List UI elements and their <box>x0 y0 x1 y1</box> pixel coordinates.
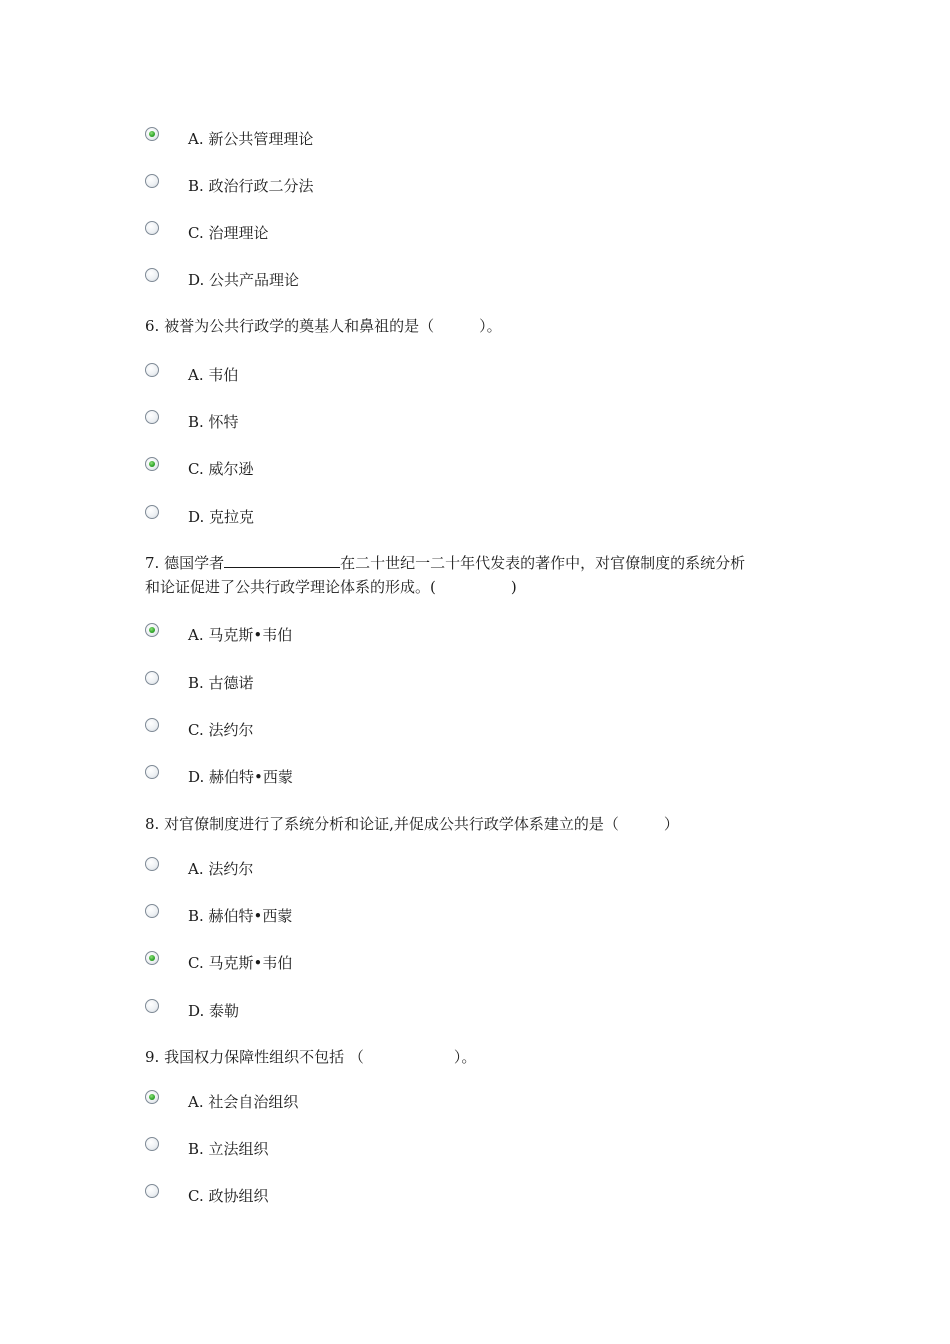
q7-option-d[interactable] <box>145 764 293 786</box>
q8-option-c-label: C. 马克斯•韦伯 <box>188 954 293 972</box>
q8-option-b-label: B. 赫伯特•西蒙 <box>188 907 293 925</box>
q8-option-d[interactable] <box>145 998 240 1020</box>
q5-option-c-label: C. 治理理论 <box>188 224 269 242</box>
q6-option-d[interactable] <box>145 504 255 526</box>
q7-text-before-blank: 7. 德国学者 <box>145 554 225 572</box>
q7-option-b-radio[interactable] <box>145 671 159 685</box>
q7-option-d-label: D. 赫伯特•西蒙 <box>188 768 293 786</box>
q6-option-b-radio[interactable] <box>145 410 159 424</box>
q5-option-d-radio[interactable] <box>145 268 159 282</box>
q7-option-c-label: C. 法约尔 <box>188 721 254 739</box>
q6-option-b-label: B. 怀特 <box>188 413 239 431</box>
q5-option-c-radio[interactable] <box>145 221 159 235</box>
q7-option-d-radio[interactable] <box>145 765 159 779</box>
q7-option-b[interactable] <box>145 670 254 692</box>
q6-text: 6. 被誉为公共行政学的奠基人和鼻祖的是（ ）。 <box>145 317 502 335</box>
q9-option-c-radio[interactable] <box>145 1184 159 1198</box>
q7-option-a[interactable] <box>145 622 293 644</box>
q9-option-a[interactable] <box>145 1089 299 1111</box>
q7-option-a-radio[interactable] <box>145 623 159 637</box>
q8-option-a-label: A. 法约尔 <box>188 860 254 878</box>
q6-option-c-radio[interactable] <box>145 457 159 471</box>
q9-option-c[interactable] <box>145 1183 269 1205</box>
q9-option-a-label: A. 社会自治组织 <box>188 1093 299 1111</box>
q8-option-d-label: D. 泰勒 <box>188 1002 240 1020</box>
q5-option-a-radio[interactable] <box>145 127 159 141</box>
q5-option-c[interactable] <box>145 220 269 242</box>
q8-option-a-radio[interactable] <box>145 857 159 871</box>
q7-text-line1 <box>145 551 745 575</box>
q9-option-b-radio[interactable] <box>145 1137 159 1151</box>
q7-option-b-label: B. 古德诺 <box>188 674 254 692</box>
q6-option-a-radio[interactable] <box>145 363 159 377</box>
q5-option-d-label: D. 公共产品理论 <box>188 271 300 289</box>
q6-option-a[interactable] <box>145 362 239 384</box>
q8-text: 8. 对官僚制度进行了系统分析和论证,并促成公共行政学体系建立的是（ ） <box>145 815 679 833</box>
q8-option-c-radio[interactable] <box>145 951 159 965</box>
q9-option-c-label: C. 政协组织 <box>188 1187 269 1205</box>
q5-option-b-label: B. 政治行政二分法 <box>188 177 314 195</box>
q5-option-b-radio[interactable] <box>145 174 159 188</box>
q6-option-d-label: D. 克拉克 <box>188 508 255 526</box>
q8-option-b[interactable] <box>145 903 293 925</box>
q8-option-b-radio[interactable] <box>145 904 159 918</box>
q9-option-b[interactable] <box>145 1136 269 1158</box>
q7-option-a-label: A. 马克斯•韦伯 <box>188 626 293 644</box>
q9-option-b-label: B. 立法组织 <box>188 1140 269 1158</box>
q6-option-b[interactable] <box>145 409 239 431</box>
q5-option-b[interactable] <box>145 173 314 195</box>
q6-option-c-label: C. 威尔逊 <box>188 460 254 478</box>
q9-text: 9. 我国权力保障性组织不包括 （ ）。 <box>145 1048 477 1066</box>
q7-answer-blank <box>224 551 340 568</box>
q5-option-d[interactable] <box>145 267 300 289</box>
q7-text-line2: 和论证促进了公共行政学理论体系的形成。( ) <box>145 578 517 596</box>
q8-option-d-radio[interactable] <box>145 999 159 1013</box>
q7-option-c-radio[interactable] <box>145 718 159 732</box>
q8-option-a[interactable] <box>145 856 254 878</box>
q6-option-c[interactable] <box>145 456 254 478</box>
q7-option-c[interactable] <box>145 717 254 739</box>
q5-option-a[interactable] <box>145 126 314 148</box>
q8-option-c[interactable] <box>145 950 293 972</box>
q6-option-d-radio[interactable] <box>145 505 159 519</box>
q6-option-a-label: A. 韦伯 <box>188 366 239 384</box>
q9-option-a-radio[interactable] <box>145 1090 159 1104</box>
q7-text-after-blank: 在二十世纪一二十年代发表的著作中，对官僚制度的系统分析 <box>340 554 746 572</box>
q5-option-a-label: A. 新公共管理理论 <box>188 130 314 148</box>
